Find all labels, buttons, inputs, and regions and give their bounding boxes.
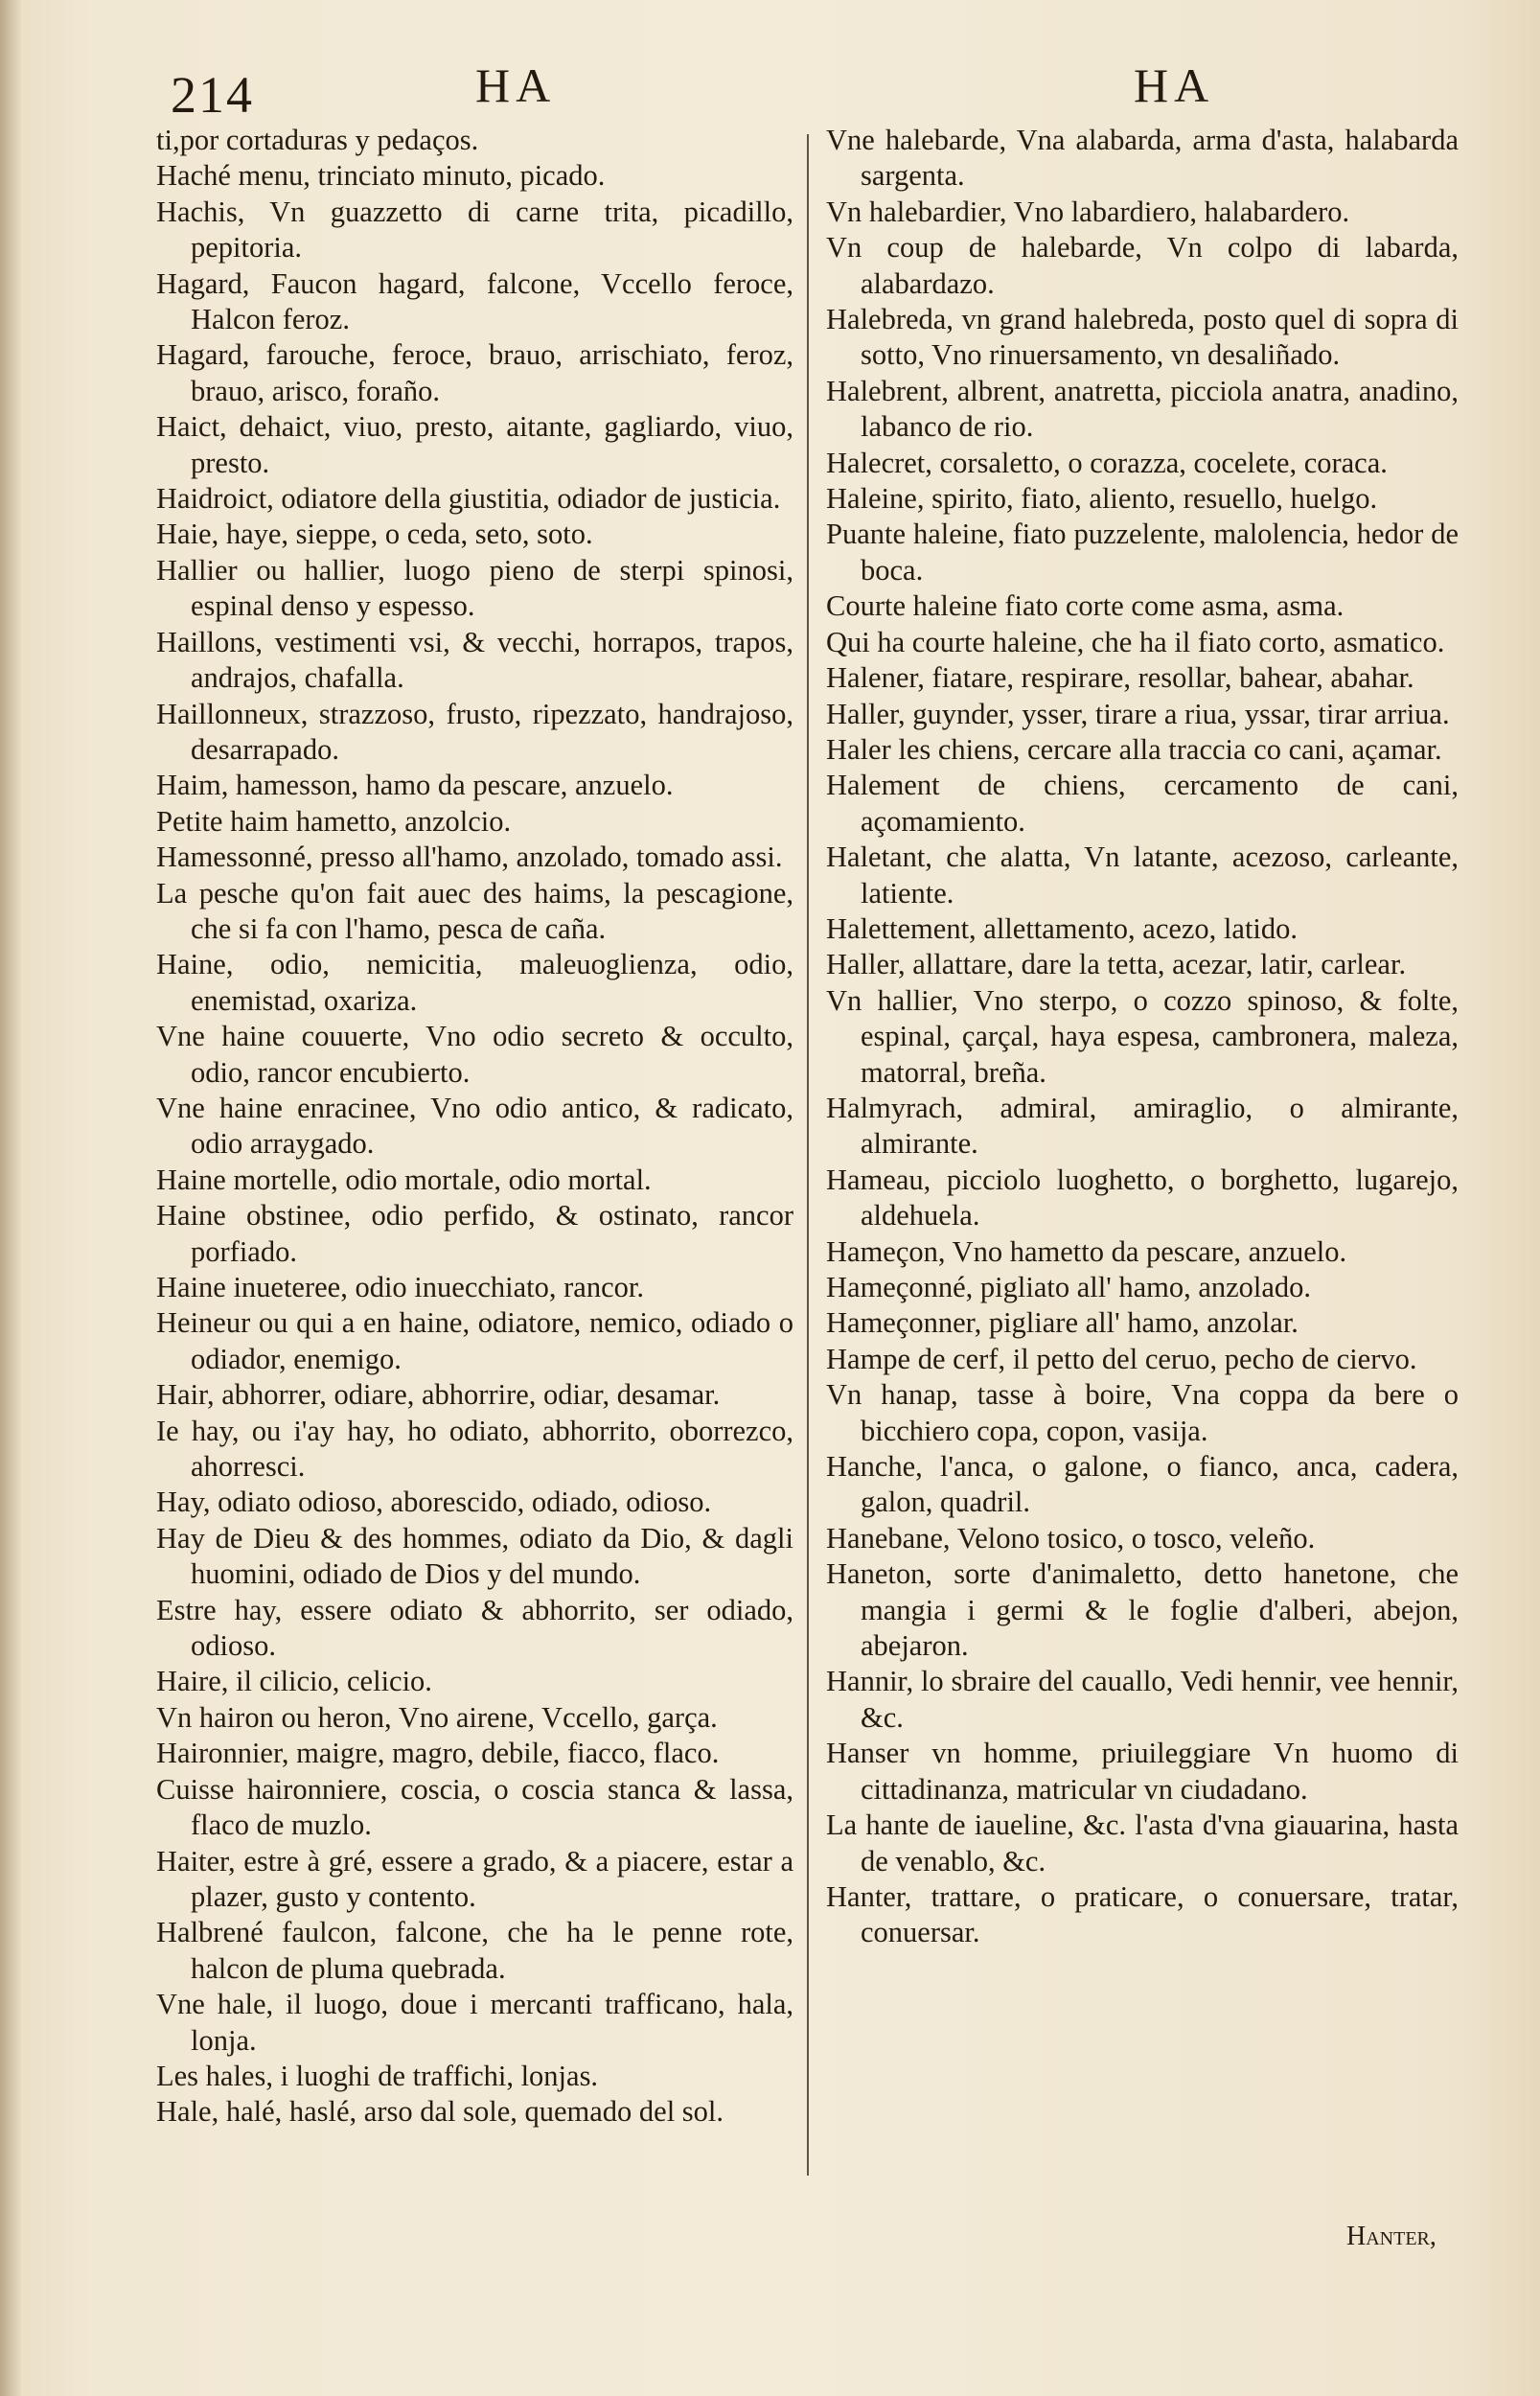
dictionary-entry: Haiter, estre à gré, essere a grado, & a piacere, estar a plazer, gusto y contento. — [156, 1844, 793, 1913]
dictionary-entry: Hampe de cerf, il petto del ceruo, pecho de ciervo. — [826, 1342, 1417, 1375]
dictionary-entry: Haller, guynder, ysser, tirare a riua, yssar, tirar arriua. — [826, 697, 1450, 730]
dictionary-entry: La pesche qu'on fait auec des haims, la pescagione, che si fa con l'hamo, pesca de caña. — [156, 876, 793, 945]
dictionary-entry: Petite haim hametto, anzolcio. — [156, 804, 512, 838]
dictionary-entry: Haine, odio, nemicitia, maleuoglienza, odio, enemistad, oxariza. — [156, 948, 793, 1017]
dictionary-entry: Hanebane, Velono tosico, o tosco, veleño. — [826, 1521, 1316, 1555]
dictionary-entry: Halbrené faulcon, falcone, che ha le penne rote, halcon de pluma quebrada. — [156, 1916, 793, 1985]
dictionary-entry: Vne halebarde, Vna alabarda, arma d'asta, halabarda sargenta. — [826, 124, 1459, 193]
dictionary-entry: Halmyrach, admiral, amiraglio, o almirante, almirante. — [826, 1091, 1459, 1161]
dictionary-entry: Haie, haye, sieppe, o ceda, seto, soto. — [156, 518, 593, 551]
dictionary-entry: Haine inueteree, odio inuecchiato, rancor. — [156, 1271, 644, 1303]
dictionary-entry: Halener, fiatare, respirare, resollar, bahear, abahar. — [826, 661, 1414, 695]
dictionary-entry: Haine obstinee, odio perfido, & ostinato, rancor porfiado. — [156, 1199, 793, 1268]
dictionary-entry: Hameçon, Vno hametto da pescare, anzuelo. — [826, 1234, 1347, 1268]
dictionary-entry: Courte haleine fiato corte come asma, asma. — [826, 589, 1345, 623]
dictionary-entry: Haleine, spirito, fiato, aliento, resuello, huelgo. — [826, 482, 1378, 516]
dictionary-entry: Haché menu, trinciato minuto, picado. — [156, 159, 606, 193]
running-header-left: HA — [475, 58, 557, 112]
dictionary-entry: Vn hairon ou heron, Vno airene, Vccello, garça. — [156, 1700, 718, 1734]
dictionary-entry: ti,por cortaduras y pedaços. — [156, 124, 479, 156]
catchword: Hanter, — [1346, 2222, 1437, 2251]
dictionary-entry: Halebreda, vn grand halebreda, posto quel di sopra di sotto, Vno rinuersamento, vn desaliñado. — [826, 303, 1459, 372]
dictionary-entry: Haneton, sorte d'animaletto, detto hanetone, che mangia i germi & le foglie d'alberi, abejon, abejaron. — [826, 1557, 1459, 1663]
dictionary-entry: Vne hale, il luogo, doue i mercanti trafficano, hala, lonja. — [156, 1988, 793, 2057]
dictionary-entry: Haim, hamesson, hamo da pescare, anzuelo. — [156, 769, 674, 802]
dictionary-entry: Vn halebardier, Vno labardiero, halabardero. — [826, 195, 1350, 228]
dictionary-entry: Vne haine couuerte, Vno odio secreto & occulto, odio, rancor encubierto. — [156, 1020, 793, 1089]
dictionary-entry: Hanche, l'anca, o galone, o fianco, anca, cadera, galon, quadril. — [826, 1450, 1459, 1519]
dictionary-entry: Cuisse haironniere, coscia, o coscia stanca & lassa, flaco de muzlo. — [156, 1772, 793, 1842]
dictionary-entry: Haler les chiens, cercare alla traccia co cani, açamar. — [826, 732, 1442, 766]
dictionary-entry: Puante haleine, fiato puzzelente, malolencia, hedor de boca. — [826, 518, 1459, 587]
dictionary-entry: Hameau, picciolo luoghetto, o borghetto, lugarejo, aldehuela. — [826, 1163, 1459, 1233]
column-divider — [807, 134, 809, 2176]
dictionary-entry: Hallier ou hallier, luogo pieno de sterpi spinosi, espinal denso y espesso. — [156, 553, 793, 623]
dictionary-entry: Hanser vn homme, priuileggiare Vn huomo di cittadinanza, matricular vn ciudadano. — [826, 1737, 1459, 1806]
dictionary-entry: La hante de iaueline, &c. l'asta d'vna giauarina, hasta de venablo, &c. — [826, 1809, 1459, 1878]
running-header-right: HA — [1134, 58, 1215, 112]
dictionary-entry: Vne haine enracinee, Vno odio antico, & radicato, odio arraygado. — [156, 1091, 793, 1161]
dictionary-entry: Hameçonné, pigliato all' hamo, anzolado. — [826, 1271, 1312, 1303]
dictionary-entry: Haironnier, maigre, magro, debile, fiacco, flaco. — [156, 1737, 720, 1770]
dictionary-entry: Haidroict, odiatore della giustitia, odiador de justicia. — [156, 482, 781, 516]
dictionary-entry: Halecret, corsaletto, o corazza, cocelete, coraca. — [826, 446, 1388, 479]
dictionary-entry: Hachis, Vn guazzetto di carne trita, picadillo, pepitoria. — [156, 195, 793, 265]
dictionary-entry: Ie hay, ou i'ay hay, ho odiato, abhorrito, oborrezco, ahorresci. — [156, 1414, 793, 1484]
dictionary-entry: Haller, allattare, dare la tetta, acezar, latir, carlear. — [826, 948, 1407, 981]
dictionary-entry: Haict, dehaict, viuo, presto, aitante, gagliardo, viuo, presto. — [156, 410, 793, 479]
dictionary-entry: Hair, abhorrer, odiare, abhorrire, odiar, desamar. — [156, 1378, 721, 1412]
dictionary-entry: Haillonneux, strazzoso, frusto, ripezzato, handrajoso, desarrapado. — [156, 697, 793, 766]
dictionary-entry: Hameçonner, pigliare all' hamo, anzolar. — [826, 1306, 1299, 1340]
dictionary-entry: Hay, odiato odioso, aborescido, odiado, odioso. — [156, 1486, 712, 1519]
dictionary-entry: Halement de chiens, cercamento de cani, açomamiento. — [826, 769, 1459, 838]
dictionary-entry: Hale, halé, haslé, arso dal sole, quemado del sol. — [156, 2095, 724, 2129]
dictionary-entry: Vn hanap, tasse à boire, Vna coppa da bere o bicchiero copa, copon, vasija. — [826, 1378, 1459, 1447]
page-spine-shadow — [0, 0, 21, 2396]
dictionary-entry: Hagard, farouche, feroce, brauo, arrischiato, feroz, brauo, arisco, foraño. — [156, 338, 793, 407]
dictionary-entry: Hay de Dieu & des hommes, odiato da Dio, & dagli huomini, odiado de Dios y del mundo. — [156, 1521, 793, 1591]
dictionary-entry: Les hales, i luoghi de traffichi, lonjas. — [156, 2059, 599, 2092]
dictionary-entry: Haillons, vestimenti vsi, & vecchi, horrapos, trapos, andrajos, chafalla. — [156, 625, 793, 695]
dictionary-entry: Haletant, che alatta, Vn latante, acezoso, carleante, latiente. — [826, 841, 1459, 910]
dictionary-entry: Halebrent, albrent, anatretta, picciola anatra, anadino, labanco de rio. — [826, 374, 1459, 444]
dictionary-entry: Hanter, trattare, o praticare, o conuersare, tratar, conuersar. — [826, 1879, 1459, 1949]
dictionary-entry: Heineur ou qui a en haine, odiatore, nemico, odiado o odiador, enemigo. — [156, 1306, 793, 1375]
dictionary-entry: Vn hallier, Vno sterpo, o cozzo spinoso, & folte, espinal, çarçal, haya espesa, cambronera, maleza, matorral, breña. — [826, 983, 1459, 1089]
page-number: 214 — [171, 66, 254, 124]
dictionary-entry: Estre hay, essere odiato & abhorrito, ser odiado, odioso. — [156, 1593, 793, 1663]
dictionary-entry: Halettement, allettamento, acezo, latido. — [826, 911, 1299, 945]
left-column — [156, 123, 793, 2131]
dictionary-entry: Vn coup de halebarde, Vn colpo di labarda, alabardazo. — [826, 231, 1459, 300]
dictionary-entry: Qui ha courte haleine, che ha il fiato corto, asmatico. — [826, 625, 1445, 658]
dictionary-entry: Hamessonné, presso all'hamo, anzolado, tomado assi. — [156, 841, 783, 874]
right-column — [826, 123, 1459, 1951]
dictionary-entry: Hannir, lo sbraire del cauallo, Vedi hennir, vee hennir, &c. — [826, 1665, 1459, 1734]
dictionary-entry: Haine mortelle, odio mortale, odio mortal. — [156, 1163, 652, 1196]
dictionary-entry: Haire, il cilicio, celicio. — [156, 1665, 432, 1698]
dictionary-entry: Hagard, Faucon hagard, falcone, Vccello feroce, Halcon feroz. — [156, 266, 793, 336]
